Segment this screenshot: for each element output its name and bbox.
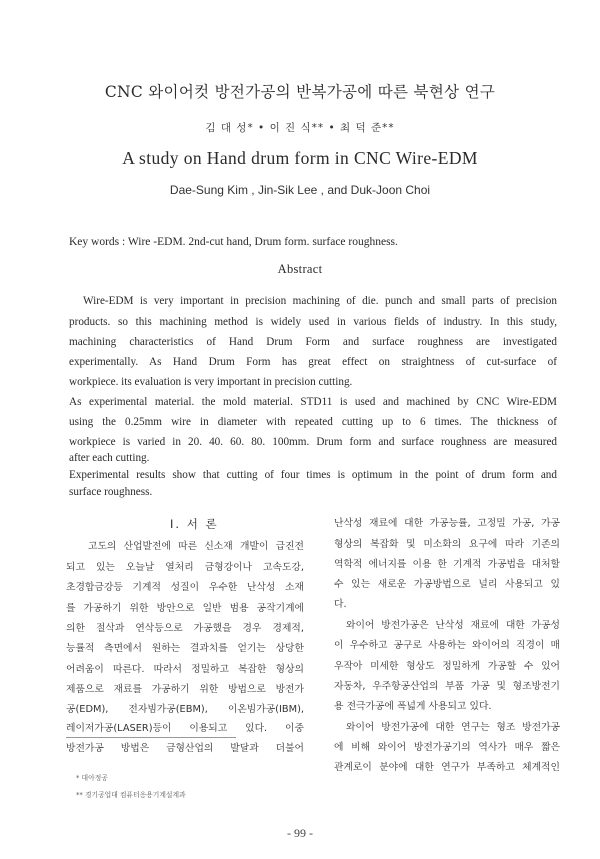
body-line: 와이어 방전가공에 대한 연구는 형조 방전가공 bbox=[346, 722, 560, 733]
body-line: 공(EDM), 전자빔가공(EBM), 이온빔가공(IBM), bbox=[66, 704, 304, 715]
abstract-line: Wire-EDM is very important in precision machining of die. punch and small parts of precision bbox=[83, 295, 557, 307]
abstract-heading: Abstract bbox=[277, 262, 323, 276]
body-line: 제품으로 재료를 가공하기 위한 방법으로 방전가 bbox=[66, 684, 304, 695]
body-line: 방전가공 방법은 금형산업의 발달과 더불어 bbox=[66, 743, 304, 754]
abstract-line: workpiece is varied in 20. 40. 60. 80. 100mm. Drum form and surface roughness are measured bbox=[69, 436, 557, 448]
body-line: 수 있는 새로운 가공방법으로 널리 사용되고 있 bbox=[334, 579, 560, 590]
footnote-divider bbox=[66, 737, 236, 738]
body-line: 의한 절삭과 연삭등으로 가공했을 경우 경제적, bbox=[66, 623, 304, 634]
abstract-line: surface roughness. bbox=[69, 486, 153, 498]
body-line: 관계로이 분야에 대한 연구가 부족하고 체계적인 bbox=[334, 762, 560, 773]
body-line: 용 전극가공에 폭넓게 사용되고 있다. bbox=[334, 701, 492, 712]
abstract-line: machining characteristics of Hand Drum Form and surface roughness are investigated bbox=[69, 336, 557, 348]
body-line: 초경합금강등 기계적 성질이 우수한 난삭성 소재 bbox=[66, 582, 304, 593]
abstract-line: products. so this machining method is widely used in various fields of industry. In this study, bbox=[69, 316, 557, 328]
body-line: 다. bbox=[334, 599, 347, 610]
footnote: * 대아정공 bbox=[76, 774, 108, 782]
abstract-line: workpiece. its evaluation is very important in precision cutting. bbox=[69, 376, 353, 388]
section-heading: I. 서 론 bbox=[170, 517, 219, 531]
body-line: 에 비해 와이어 방전가공기의 역사가 매우 짧은 bbox=[334, 742, 560, 753]
keywords: Key words : Wire -EDM. 2nd-cut hand, Drum form. surface roughness. bbox=[69, 236, 398, 248]
body-line: 우작아 미세한 형상도 정밀하게 가공할 수 있어 bbox=[334, 661, 560, 672]
body-line: 어려움이 따른다. 따라서 정밀하고 복잡한 형상의 bbox=[66, 664, 304, 675]
english-authors: Dae-Sung Kim , Jin-Sik Lee , and Duk-Joon Choi bbox=[169, 183, 431, 197]
body-line: 레이저가공(LASER)등이 이용되고 있다. 이중 bbox=[66, 723, 304, 734]
korean-authors: 김 대 성* • 이 진 식** • 최 덕 준** bbox=[205, 122, 395, 134]
body-line: 이 우수하고 공구로 사용하는 와이어의 직경이 매 bbox=[334, 640, 560, 651]
english-title: A study on Hand drum form in CNC Wire-EDM bbox=[122, 148, 478, 168]
abstract-line: Experimental results show that cutting of four times is optimum in the point of drum form and bbox=[69, 469, 557, 481]
page-number: - 99 - bbox=[287, 826, 313, 840]
body-line: 와이어 방전가공은 난삭성 재료에 대한 가공성 bbox=[346, 620, 560, 631]
abstract-line: experimentally. As Hand Drum Form has great effect on straightness of cut-surface of bbox=[69, 356, 557, 368]
abstract-line: after each cutting. bbox=[69, 452, 150, 464]
korean-title: CNC 와이어컷 방전가공의 반복가공에 따른 북현상 연구 bbox=[104, 83, 496, 101]
body-line: 난삭성 재료에 대한 가공능률, 고정밀 가공, 가공 bbox=[334, 518, 560, 529]
body-line: 되고 있는 오늘날 열처리 금형강이나 고속도강, bbox=[66, 562, 304, 573]
body-line: 를 가공하기 위한 방안으로 일반 범용 공작기계에 bbox=[66, 603, 304, 614]
body-line: 역학적 에너지를 이용 한 기계적 가공법을 대처할 bbox=[334, 559, 560, 570]
abstract-line: As experimental material. the mold material. STD11 is used and machined by CNC Wire-EDM bbox=[69, 396, 557, 408]
abstract-line: using the 0.25mm wire in diameter with repeated cutting up to 6 times. The thickness of bbox=[69, 416, 557, 428]
body-line: 능률적 측면에서 원하는 결과치를 얻기는 상당한 bbox=[66, 643, 304, 654]
body-line: 고도의 산업발전에 따른 신소재 개발이 급진전 bbox=[88, 541, 304, 552]
body-line: 자동차, 우주항공산업의 부품 가공 및 형조방전기 bbox=[334, 681, 560, 692]
body-line: 형상의 복잡화 및 미소화의 요구에 따라 기존의 bbox=[334, 539, 560, 550]
footnote: ** 경기공업대 컴퓨터응용기계설계과 bbox=[76, 791, 186, 799]
